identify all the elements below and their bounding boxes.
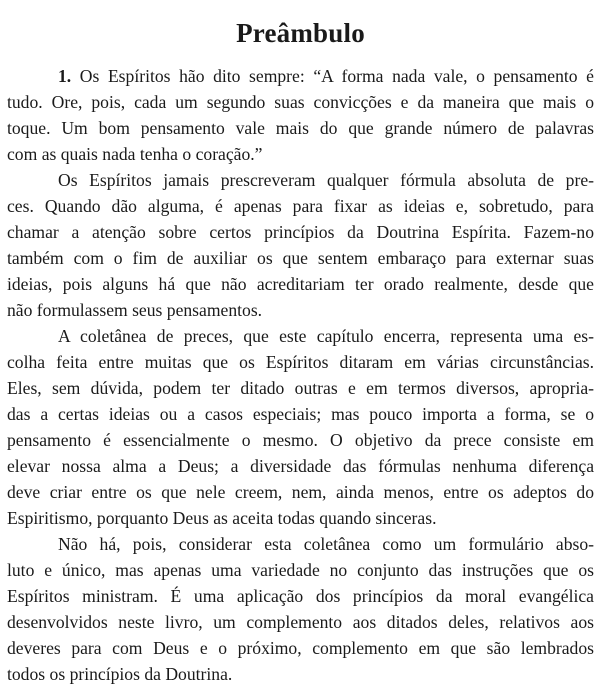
page-title: Preâmbulo (236, 18, 365, 48)
paragraph-line: das a certas ideias ou a casos especiais; mas pouco importa a forma, se o (7, 404, 594, 424)
paragraph-line: chamar a atenção sobre certos princípios da Doutrina Espírita. Fazem-no (7, 222, 594, 242)
paragraph-line: Espiritismo, porquanto Deus as aceita todas quando sinceras. (7, 508, 437, 528)
paragraph-line: tudo. Ore, pois, cada um segundo suas convicções e da maneira que mais o (7, 92, 594, 112)
paragraph-line: Eles, sem dúvida, podem ter ditado outras e em termos diversos, apropria- (7, 378, 594, 398)
paragraph-line: desenvolvidos neste livro, um complemento aos ditados deles, relativos aos (7, 612, 594, 632)
paragraph-line: elevar nossa alma a Deus; a diversidade das fórmulas nenhuma diferença (7, 456, 594, 476)
page (7, 14, 594, 687)
paragraph-2 (7, 167, 594, 323)
paragraph-line: todos os princípios da Doutrina. (7, 664, 233, 684)
paragraph-3 (7, 323, 594, 531)
paragraph-line: não formulassem seus pensamentos. (7, 300, 263, 320)
paragraph-line: ces. Quando dão alguma, é apenas para fixar as ideias e, sobretudo, para (7, 196, 594, 216)
paragraph-line: deve criar entre os que nele creem, nem, ainda menos, entre os adeptos do (7, 482, 594, 502)
paragraph-line: Os Espíritos jamais prescreveram qualquer fórmula absoluta de pre- (58, 170, 594, 190)
paragraph-line: Não há, pois, considerar esta coletânea como um formulário abso- (58, 534, 594, 554)
paragraph-1 (7, 63, 594, 167)
paragraph-line: também com o fim de auxiliar os que sentem embaraço para externar suas (7, 248, 594, 268)
paragraph-line: pensamento é essencialmente o mesmo. O objetivo da prece consiste em (7, 430, 594, 450)
body-text (7, 63, 594, 687)
paragraph-line: com as quais nada tenha o coração.” (7, 144, 263, 164)
paragraph-number: 1. (58, 66, 72, 86)
paragraph-line: A coletânea de preces, que este capítulo encerra, representa uma es- (58, 326, 594, 346)
paragraph-line: luto e único, mas apenas uma variedade no conjunto das instruções que os (7, 560, 594, 580)
paragraph-line: toque. Um bom pensamento vale mais do que grande número de palavras (7, 118, 594, 138)
paragraph-line: Espíritos ministram. É uma aplicação dos princípios da moral evangélica (7, 586, 594, 606)
paragraph-line (7, 63, 594, 89)
paragraph-4 (7, 531, 594, 687)
paragraph-line: ideias, pois alguns há que não acreditariam ter orado realmente, desde que (7, 274, 594, 294)
paragraph-line: deveres para com Deus e o próximo, complemento em que são lembrados (7, 638, 594, 658)
paragraph-line: colha feita entre muitas que os Espíritos ditaram em várias circunstâncias. (7, 352, 594, 372)
line-text: Os Espíritos hão dito sempre: “A forma nada vale, o pensamento é (71, 66, 594, 86)
